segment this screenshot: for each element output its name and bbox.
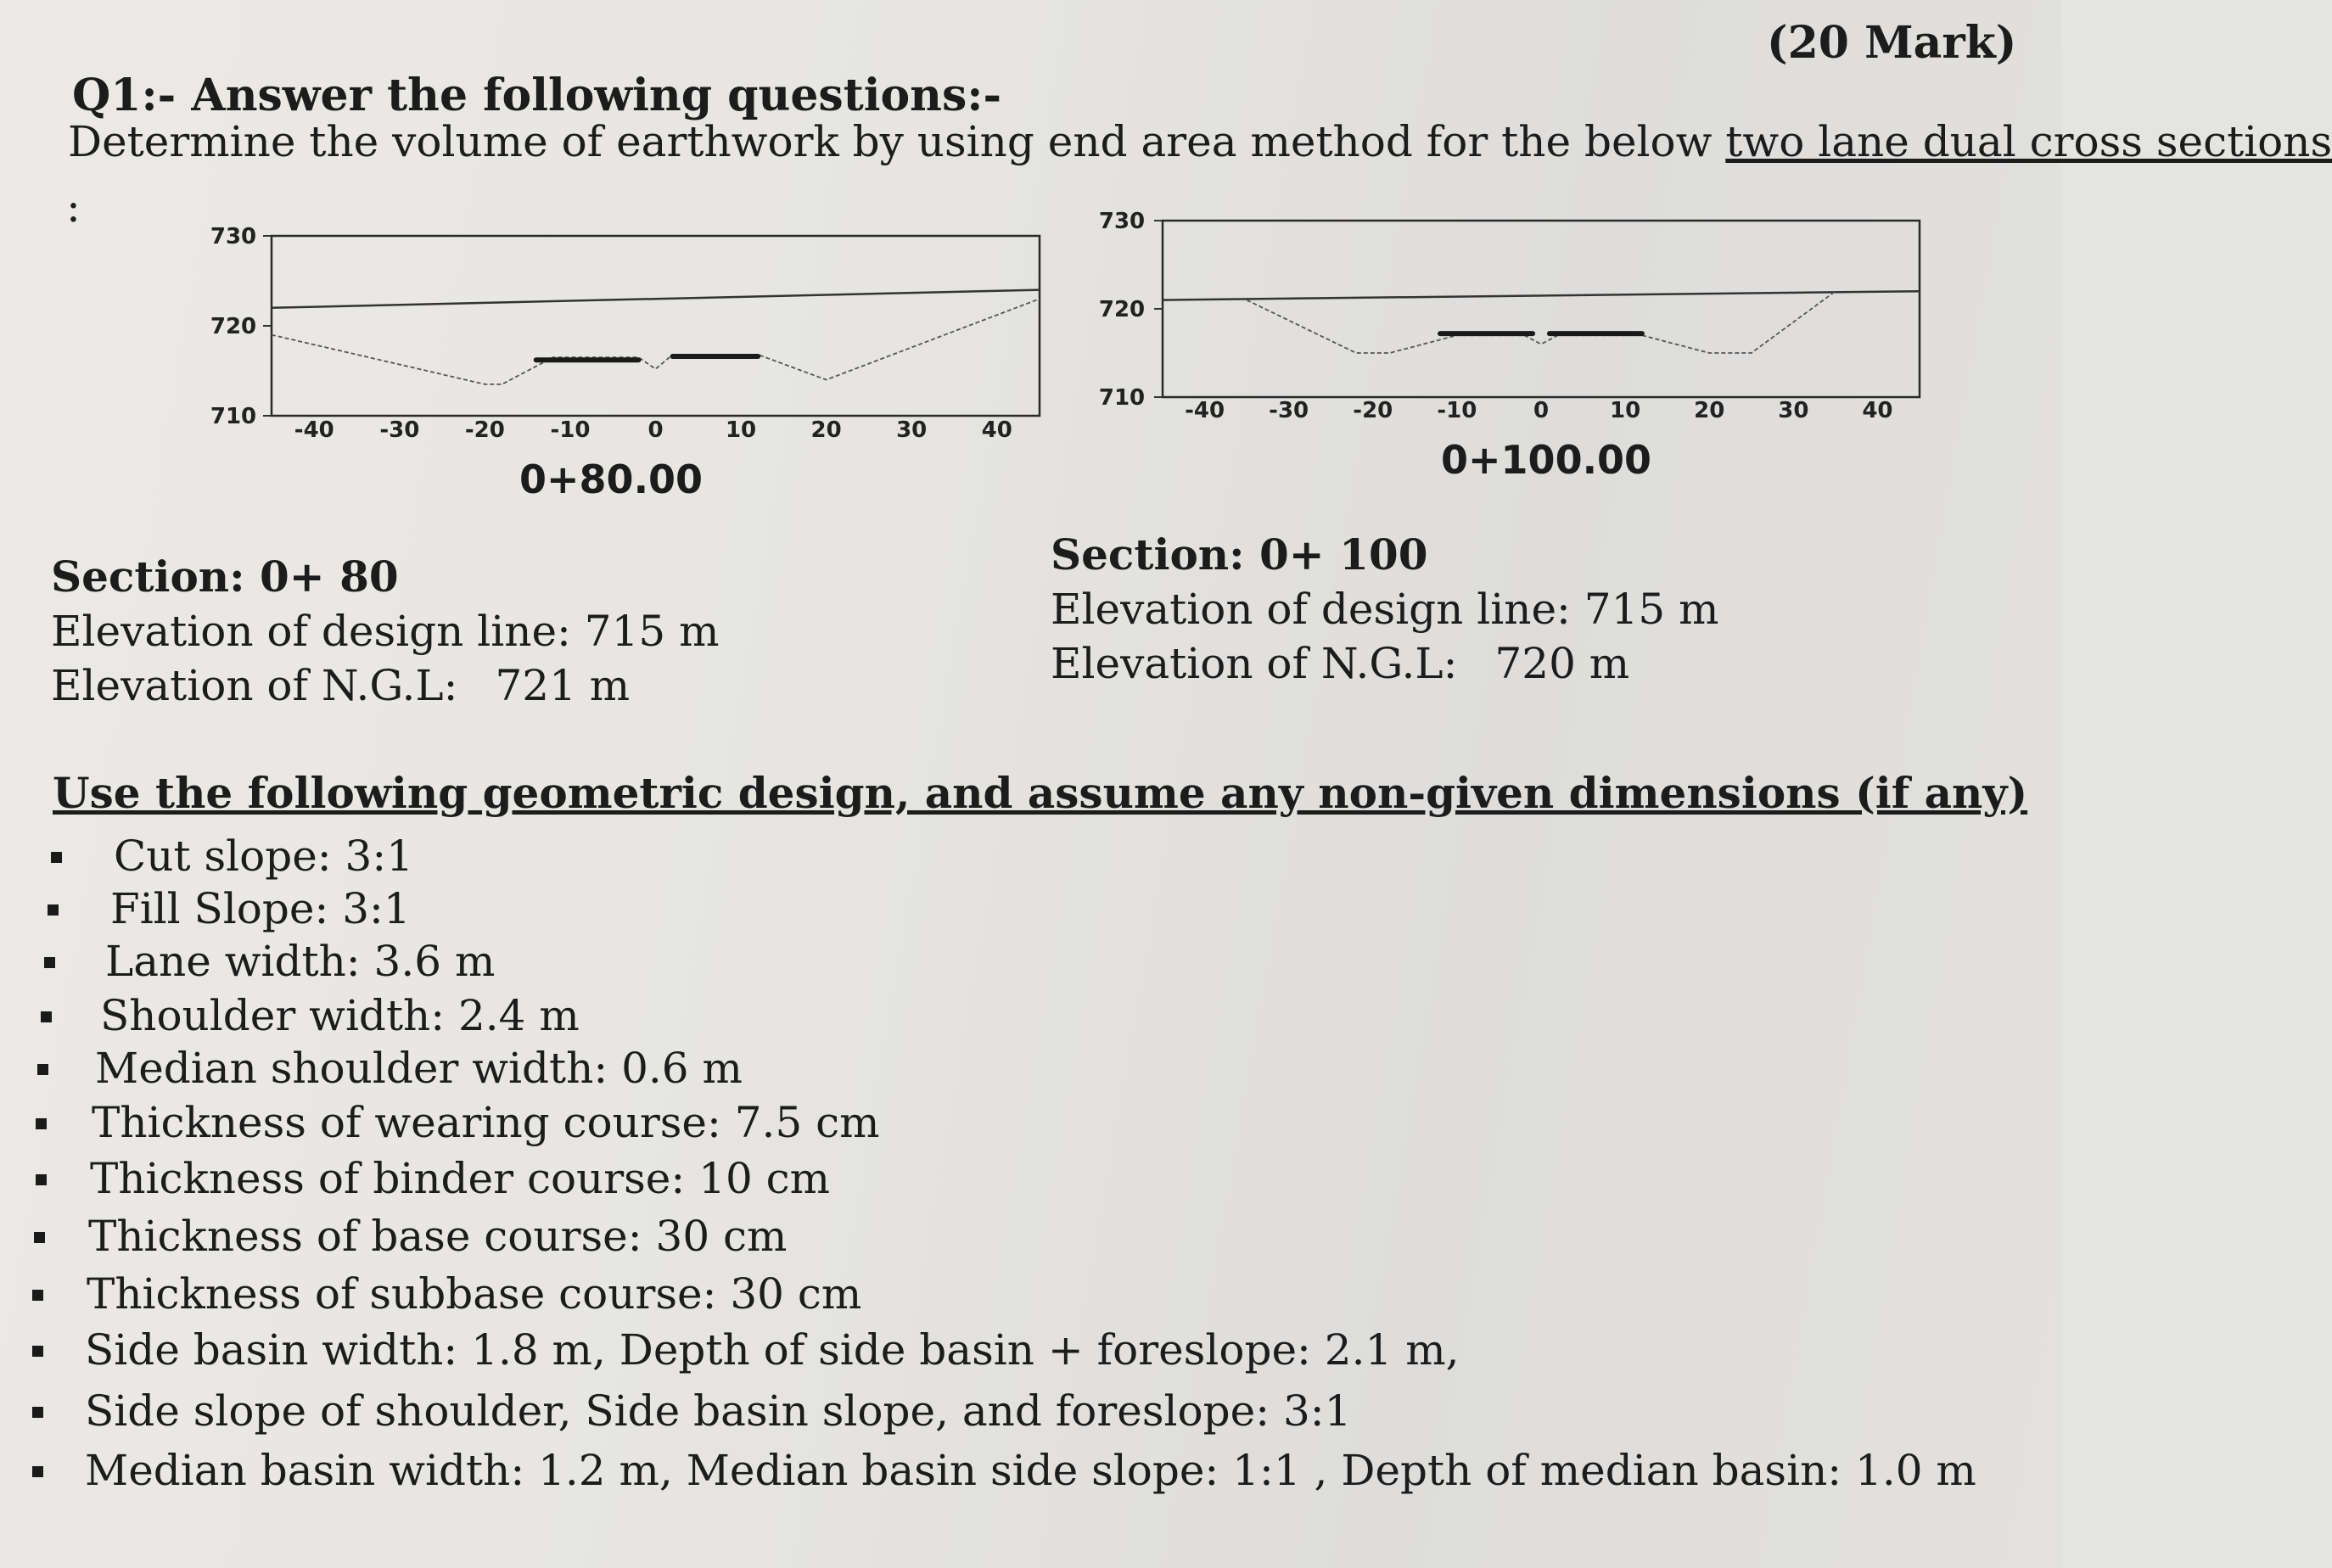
bullet-square-icon [36, 1118, 47, 1129]
geometric-item-text: Lane width: 3.6 m [105, 937, 496, 986]
natural-ground-line [272, 290, 1040, 308]
y-tick-label: 710 [1098, 385, 1146, 411]
bullet-square-icon [34, 1232, 45, 1243]
section-0-80-ngl-label: Elevation of N.G.L: [51, 661, 458, 710]
bullet-square-icon [32, 1407, 43, 1418]
x-tick-label: 10 [725, 417, 757, 443]
section-0-80-title: Section: 0+ 80 [51, 552, 399, 602]
x-tick-label: 10 [1610, 398, 1641, 423]
y-tick-label: 730 [1098, 209, 1146, 234]
section-0-100-ngl-label: Elevation of N.G.L: [1051, 639, 1458, 688]
bullet-square-icon [51, 852, 62, 863]
y-tick-label: 720 [210, 314, 257, 339]
section-0-100-ngl-value: 720 m [1494, 639, 1630, 688]
x-tick-label: -30 [379, 417, 420, 443]
geometric-item-text: Thickness of base course: 30 cm [88, 1212, 788, 1261]
bullet-square-icon [44, 957, 55, 968]
x-tick-label: -10 [1437, 398, 1477, 423]
geometric-item-text: Thickness of wearing course: 7.5 cm [92, 1098, 880, 1147]
description-text: Determine the volume of earthwork by using end area method for the below [68, 117, 1726, 166]
section-0-100-design-label: Elevation of design line: [1051, 585, 1571, 634]
description-colon: : [66, 182, 81, 232]
y-tick-label: 710 [210, 404, 257, 429]
x-tick-label: 0 [1533, 398, 1550, 423]
bullet-square-icon [32, 1290, 43, 1301]
x-tick-label: -40 [294, 417, 334, 443]
chart-caption-0-100: 0+100.00 [1441, 437, 1652, 483]
question-title: Q1:- Answer the following questions:- [72, 70, 1002, 121]
geometric-design-heading: Use the following geometric design, and assume any non-given dimensions (if any) [53, 768, 2028, 818]
geometric-item-text: Median basin width: 1.2 m, Median basin side slope: 1:1 , Depth of median basin: 1.0 m [85, 1446, 1976, 1495]
x-tick-label: -20 [464, 417, 505, 443]
section-0-80-design-value: 715 m [584, 607, 720, 656]
bullet-square-icon [36, 1174, 47, 1185]
geometric-item-text: Side slope of shoulder, Side basin slope, and foreslope: 3:1 [85, 1386, 1352, 1436]
x-tick-label: -30 [1269, 398, 1309, 423]
bullet-square-icon [37, 1064, 48, 1075]
x-tick-label: 20 [810, 417, 842, 443]
y-tick-label: 730 [210, 224, 257, 249]
bullet-square-icon [48, 904, 59, 916]
geometric-item-text: Cut slope: 3:1 [114, 832, 414, 881]
section-0-80-block [51, 550, 720, 713]
x-tick-label: 30 [1778, 398, 1809, 423]
chart-frame [272, 236, 1040, 416]
geometric-item-text: Thickness of subbase course: 30 cm [87, 1269, 862, 1319]
section-0-100-design-value: 715 m [1584, 585, 1719, 634]
geometric-item-text: Side basin width: 1.8 m, Depth of side basin + foreslope: 2.1 m, [85, 1325, 1460, 1375]
bullet-square-icon [32, 1466, 43, 1477]
x-tick-label: -40 [1185, 398, 1225, 423]
section-0-80-design-label: Elevation of design line: [51, 607, 571, 656]
bullet-square-icon [41, 1011, 52, 1022]
bullet-square-icon [32, 1346, 43, 1357]
x-tick-label: -10 [550, 417, 591, 443]
road-profile-line [272, 299, 1040, 384]
description-underlined: two lane dual cross sections [1725, 117, 2332, 166]
x-tick-label: -20 [1353, 398, 1393, 423]
x-tick-label: 30 [896, 417, 928, 443]
x-tick-label: 0 [647, 417, 664, 443]
geometric-item-text: Median shoulder width: 0.6 m [95, 1044, 743, 1093]
section-0-80-ngl-value: 721 m [495, 661, 631, 710]
geometric-item-text: Shoulder width: 2.4 m [100, 991, 580, 1040]
x-tick-label: 20 [1694, 398, 1725, 423]
section-0-100-block [1051, 528, 1719, 691]
section-0-100-title: Section: 0+ 100 [1051, 529, 1428, 580]
y-tick-label: 720 [1098, 297, 1146, 322]
geometric-item-text: Thickness of binder course: 10 cm [90, 1154, 831, 1203]
geometric-item-text: Fill Slope: 3:1 [110, 884, 411, 933]
x-tick-label: 40 [981, 417, 1012, 443]
question-marks: (20 Mark) [1767, 17, 2017, 69]
chart-caption-0-80: 0+80.00 [519, 456, 704, 502]
x-tick-label: 40 [1862, 398, 1893, 423]
